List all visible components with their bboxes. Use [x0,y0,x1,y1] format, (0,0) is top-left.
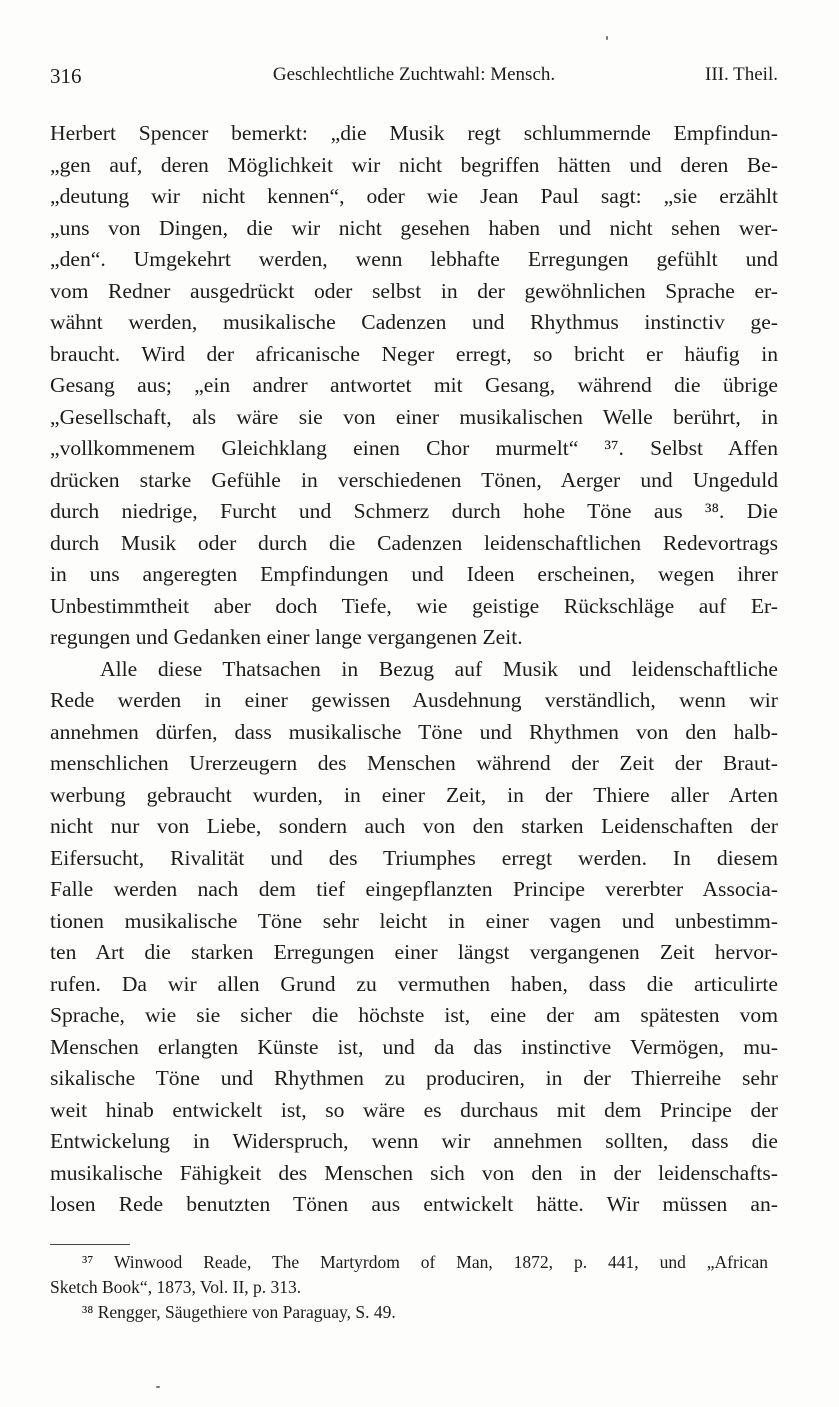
text-line: werbung gebraucht wurden, in einer Zeit, in der Thiere aller Arten [50,782,778,807]
text-line: in uns angeregten Empfindungen und Ideen erscheinen, wegen ihrer [50,562,778,586]
text-line: drücken starke Gefühle in verschiedenen Tönen, Aerger und Ungeduld [50,467,778,492]
running-header [50,64,778,94]
text-line: Sprache, wie sie sicher die höchste ist, eine der am spätesten vom [50,1003,778,1027]
text-line: ten Art die starken Erregungen einer längst vergangenen Zeit hervor- [50,940,778,964]
text-line: nicht nur von Liebe, sondern auch von den starken Leidenschaften der [50,814,778,838]
text-line: menschlichen Urerzeugern des Menschen während der Zeit der Braut- [50,751,778,775]
body-text [50,118,778,1221]
text-line: wähnt werden, musikalische Cadenzen und Rhythmus instinctiv ge- [50,310,778,334]
footnote-line: ³⁷ Winwood Reade, The Martyrdom of Man, 1872, p. 441, und „African [82,1252,768,1272]
text-line: „Gesellschaft, als wäre sie von einer musikalischen Welle berührt, in [50,404,778,429]
text-line: Herbert Spencer bemerkt: „die Musik regt schlummernde Empfindun- [50,121,778,145]
text-line: durch Musik oder durch die Cadenzen leidenschaftlichen Redevortrags [50,530,778,555]
ink-speck [606,36,608,40]
footnotes [50,1250,768,1325]
text-line: Rede werden in einer gewissen Ausdehnung verständlich, wenn wir [50,688,778,712]
page-number: 316 [50,64,82,88]
text-line: rufen. Da wir allen Grund zu vermuthen haben, dass die articulirte [50,971,778,996]
text-line: Alle diese Thatsachen in Bezug auf Musik und leidenschaftliche [100,656,778,681]
text-line: regungen und Gedanken einer lange vergangenen Zeit. [50,625,523,649]
text-line: tionen musikalische Töne sehr leicht in einer vagen und unbestimm- [50,908,778,933]
running-title: Geschlechtliche Zuchtwahl: Mensch. [272,64,556,85]
text-line: Unbestimmtheit aber doch Tiefe, wie geistige Rückschläge auf Er- [50,593,778,618]
text-line: Eifersucht, Rivalität und des Triumphes erregt werden. In diesem [50,845,778,870]
text-line: losen Rede benutzten Tönen aus entwickelt hätte. Wir müssen an- [50,1192,778,1216]
footnote-separator [50,1244,130,1245]
part-label: III. Theil. [705,64,778,85]
text-line: „deutung wir nicht kennen“, oder wie Jean Paul sagt: „sie erzählt [50,184,778,208]
text-line: „den“. Umgekehrt werden, wenn lebhafte Erregungen gefühlt und [50,247,778,271]
text-line: Entwickelung in Widerspruch, wenn wir annehmen sollten, dass die [50,1129,778,1153]
text-line: vom Redner ausgedrückt oder selbst in der gewöhnlichen Sprache er- [50,278,778,303]
text-line: sikalische Töne und Rhythmen zu produciren, in der Thierreihe sehr [50,1066,778,1090]
text-line: durch niedrige, Furcht und Schmerz durch hohe Töne aus ³⁸. Die [50,499,778,523]
text-line: Falle werden nach dem tief eingepflanzten Principe vererbter Associa- [50,877,778,901]
text-line: musikalische Fähigkeit des Menschen sich von den in der leidenschafts- [50,1160,778,1185]
text-line: „gen auf, deren Möglichkeit wir nicht begriffen hätten und deren Be- [50,152,778,177]
text-line: Menschen erlangten Künste ist, und da das instinctive Vermögen, mu- [50,1034,778,1059]
footnote-line: Sketch Book“, 1873, Vol. II, p. 313. [50,1277,302,1297]
text-line: „uns von Dingen, die wir nicht gesehen haben und nicht sehen wer- [50,215,778,240]
text-line: Gesang aus; „ein andrer antwortet mit Gesang, während die übrige [50,373,778,397]
footnote-line: ³⁸ Rengger, Säugethiere von Paraguay, S. 49. [82,1302,396,1322]
text-line: „vollkommenem Gleichklang einen Chor murmelt“ ³⁷. Selbst Affen [50,436,778,460]
text-line: weit hinab entwickelt ist, so wäre es durchaus mit dem Principe der [50,1097,778,1122]
text-line: annehmen dürfen, dass musikalische Töne und Rhythmen von den halb- [50,719,778,744]
ink-speck [156,1386,160,1388]
text-line: braucht. Wird der africanische Neger erregt, so bricht er häufig in [50,341,778,366]
